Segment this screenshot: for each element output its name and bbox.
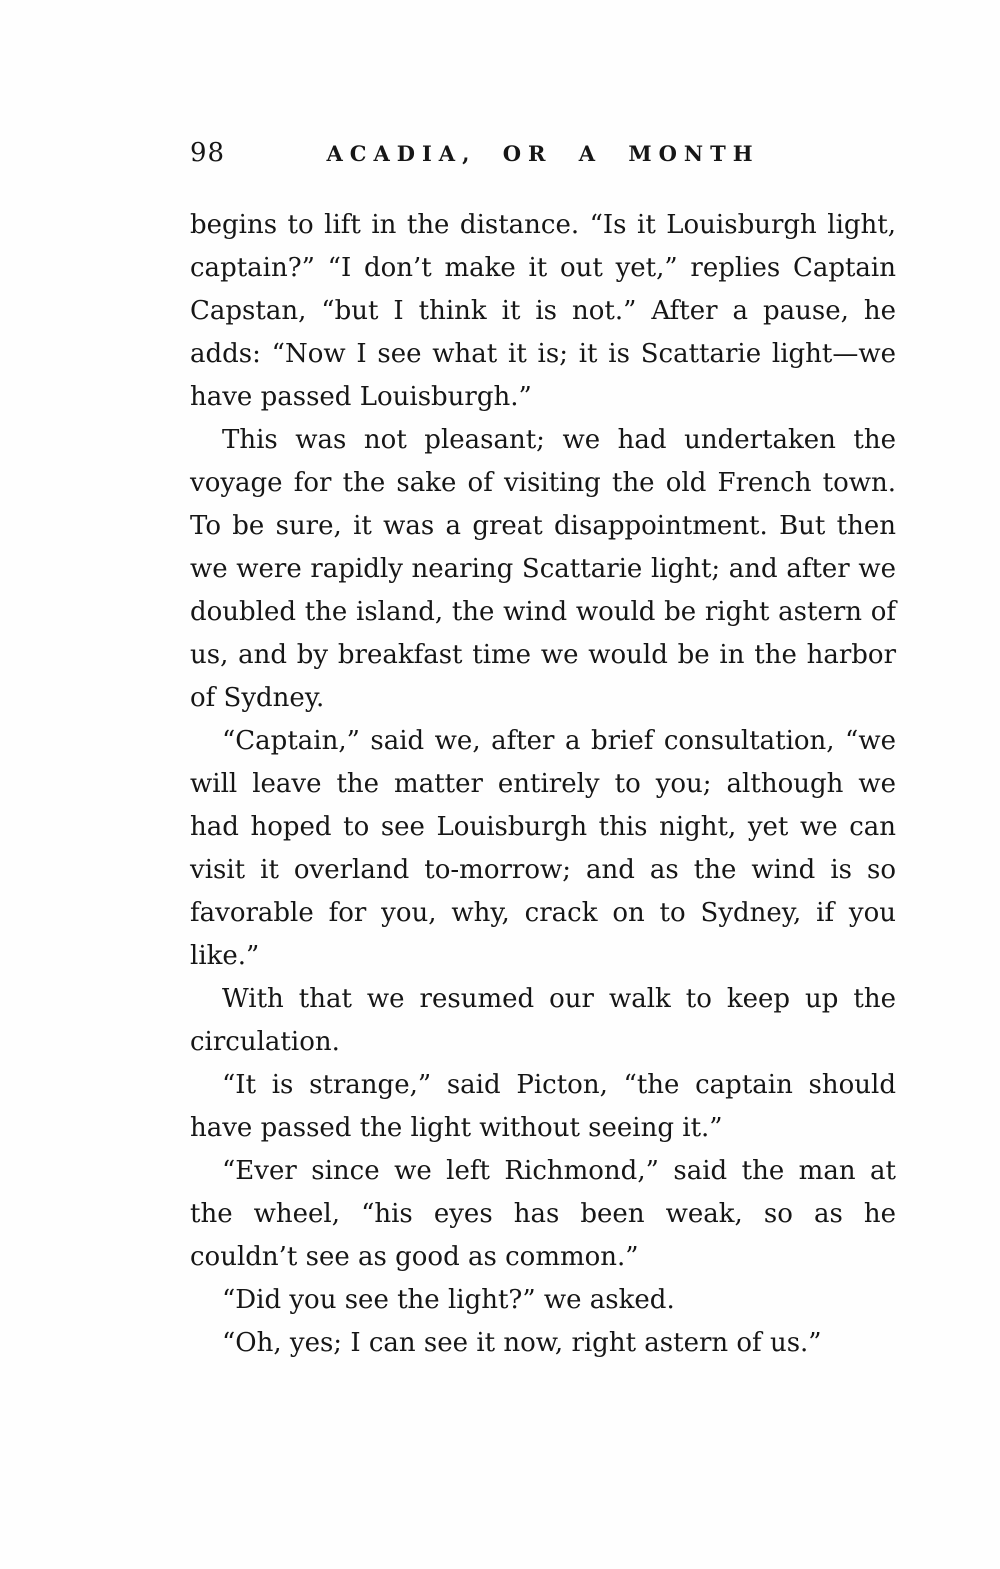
paragraph: “Ever since we left Richmond,” said the man at the wheel, “his eyes has been weak, so as he couldn’t see as good as common.” [190, 1156, 896, 1272]
paragraph: “Captain,” said we, after a brief consultation, “we will leave the matter entirely to you; although we had hoped to see Louisburgh this night, yet we can visit it overland to-morrow; and as the wind is so favorable for you, why, crack on to Sydney, if you like.” [190, 726, 896, 971]
text-block [190, 138, 896, 1365]
paragraph: “It is strange,” said Picton, “the captain should have passed the light without seeing it.” [190, 1070, 896, 1143]
paragraph-continued: begins to lift in the distance. “Is it Louisburgh light, captain?” “I don’t make it out yet,” replies Captain Capstan, “but I think it is not.” After a pause, he adds: “Now I see what it is; it is Scattarie light—we have passed Louisburgh.” [190, 210, 896, 412]
page-header [190, 138, 896, 178]
running-head: ACADIA, OR A MONTH [326, 141, 760, 166]
paragraph: “Oh, yes; I can see it now, right astern of us.” [222, 1328, 822, 1358]
paragraph: “Did you see the light?” we asked. [222, 1285, 675, 1315]
page-number: 98 [190, 138, 226, 168]
paragraph: With that we resumed our walk to keep up the circulation. [190, 984, 896, 1057]
page-body [190, 204, 896, 1365]
paragraph: This was not pleasant; we had undertaken the voyage for the sake of visiting the old French town. To be sure, it was a great disappointment. But then we were rapidly nearing Scattarie light; and after we doubled the island, the wind would be right astern of us, and by breakfast time we would be in the harbor of Sydney. [190, 425, 896, 713]
